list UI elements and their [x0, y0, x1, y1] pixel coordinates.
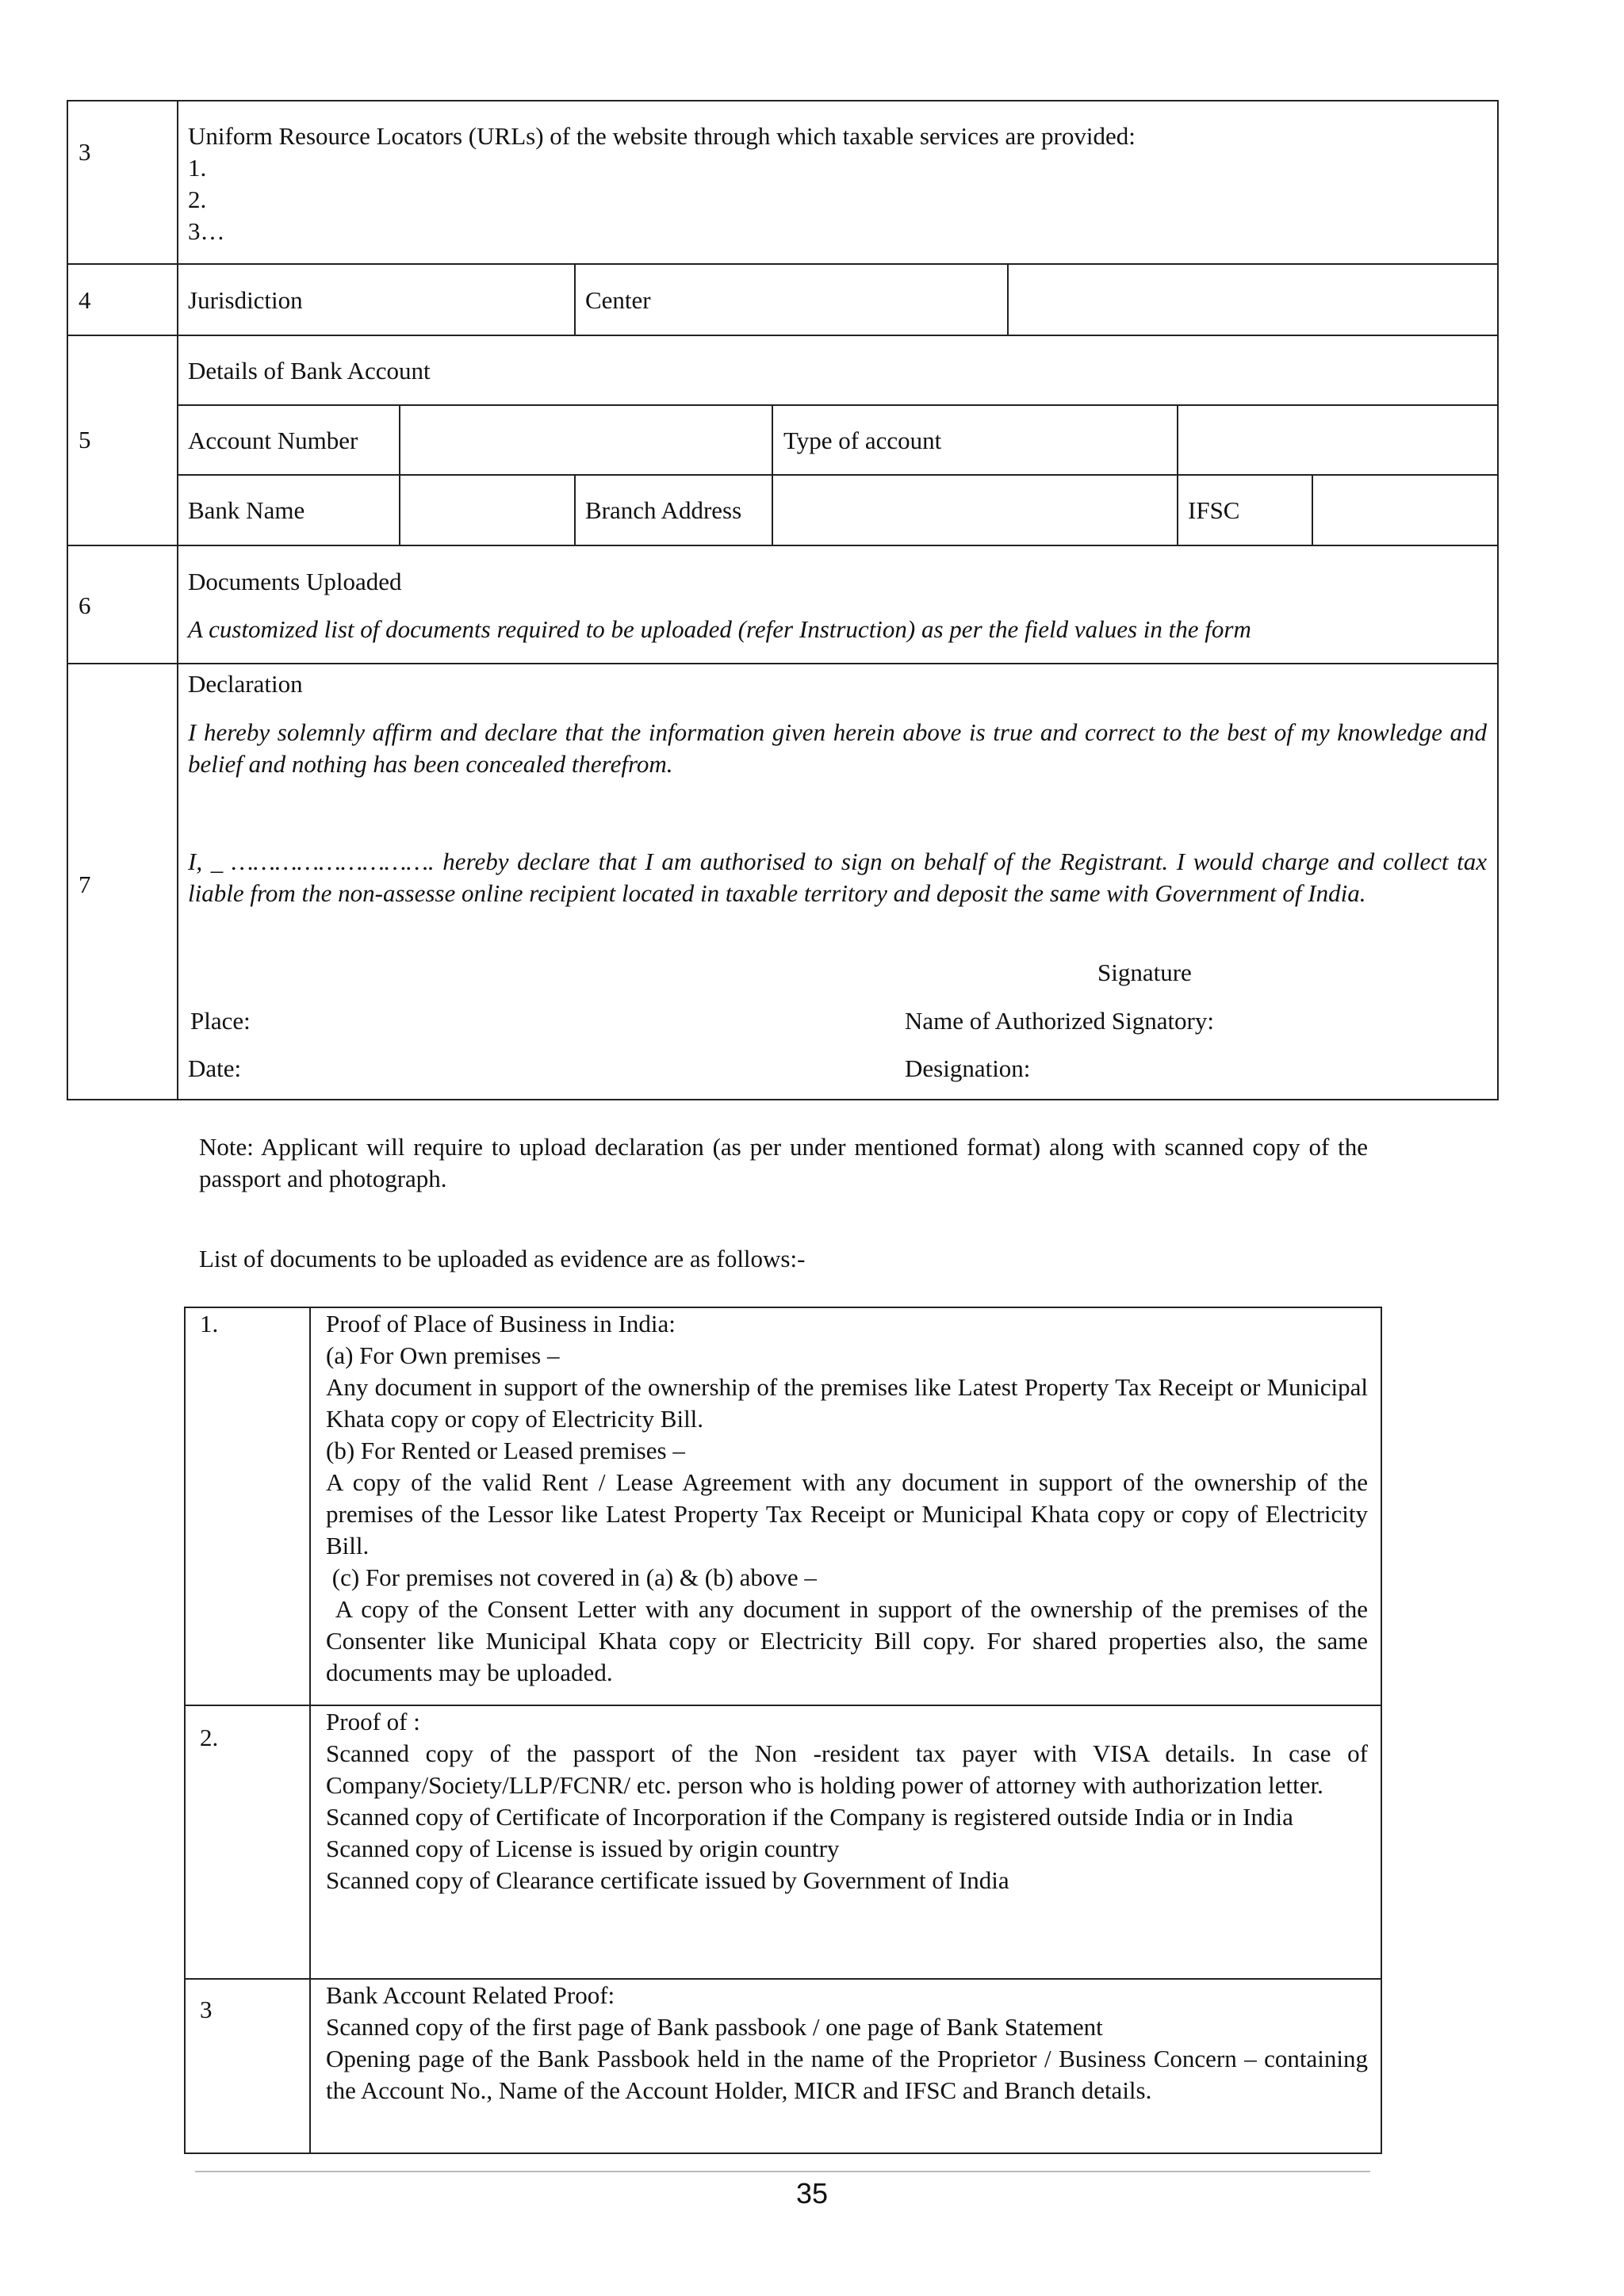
doc-row-content: [326, 1980, 1374, 2107]
doc-line: Scanned copy of Clearance certificate issued by Government of India: [326, 1866, 1009, 1894]
column-divider: [1007, 263, 1009, 335]
doc-line: Bank Account Related Proof:: [326, 1981, 615, 2009]
center-label: Center: [585, 286, 651, 314]
doc-line: Scanned copy of License is issued by origin country: [326, 1835, 840, 1862]
row-number: 7: [79, 871, 91, 898]
row-number: 5: [79, 426, 91, 453]
url-entry-1: 1.: [188, 154, 207, 182]
row-divider: [178, 474, 1499, 476]
column-divider: [1312, 474, 1313, 545]
doc-line: (c) For premises not covered in (a) & (b) above –: [326, 1563, 817, 1591]
doc-row-number: 3: [200, 1996, 213, 2023]
footer-rule: [195, 2171, 1370, 2172]
document-list-heading: List of documents to be uploaded as evidence are as follows:-: [199, 1245, 806, 1272]
jurisdiction-label: Jurisdiction: [188, 286, 303, 314]
row-divider: [67, 545, 1499, 546]
url-entry-2: 2.: [188, 186, 207, 213]
declaration-paragraph-2: I, _ ………………………. hereby declare that I am authorised to sign on behalf of the Registrant. I would charge and collect tax liable from the non-assesse online recipient located in taxable territory and deposit the same with Government of India.: [188, 848, 1487, 907]
doc-line: Proof of Place of Business in India:: [326, 1310, 676, 1337]
doc-line: Opening page of the Bank Passbook held in the name of the Proprietor / Business Concern – containing the Account No., Name of the Account Holder, MICR and IFSC and Branch details.: [326, 2045, 1374, 2104]
account-type-label: Type of account: [783, 427, 942, 454]
row-number: 4: [79, 286, 91, 314]
column-divider: [772, 404, 773, 545]
designation-label: Designation:: [905, 1054, 1031, 1082]
doc-line: A copy of the Consent Letter with any document in support of the ownership of the premises of the Consenter like Municipal Khata copy or Electricity Bill copy. For shared properties also, the same documents may be uploaded.: [326, 1595, 1374, 1686]
branch-address-label: Branch Address: [585, 496, 742, 524]
urls-label: Uniform Resource Locators (URLs) of the website through which taxable services are provided:: [188, 122, 1136, 150]
row-number: 3: [79, 138, 91, 166]
bank-account-heading: Details of Bank Account: [188, 357, 431, 385]
bank-name-label: Bank Name: [188, 496, 305, 524]
ifsc-label: IFSC: [1188, 496, 1240, 524]
upload-note: Note: Applicant will require to upload declaration (as per under mentioned format) along with scanned copy of the passport and photograph.: [199, 1133, 1368, 1192]
doc-line: Proof of :: [326, 1708, 420, 1735]
column-divider: [574, 263, 576, 335]
page-number: 35: [795, 2177, 829, 2210]
doc-line: Scanned copy of the passport of the Non -resident tax payer with VISA details. In case of Company/Society/LLP/FCNR/ etc. person who is holding power of attorney with authorization letter.: [326, 1739, 1374, 1799]
column-divider: [574, 474, 576, 545]
declaration-heading: Declaration: [188, 670, 303, 698]
row-divider: [67, 335, 1499, 336]
doc-line: A copy of the valid Rent / Lease Agreement with any document in support of the ownership of the premises of the Lessor like Latest Property Tax Receipt or Municipal Khata copy or copy of Electricity Bill.: [326, 1468, 1374, 1559]
row-divider: [67, 263, 1499, 265]
doc-line: (b) For Rented or Leased premises –: [326, 1437, 685, 1464]
doc-row-content: [326, 1706, 1374, 1896]
column-divider: [1177, 404, 1178, 545]
doc-row-content: [326, 1308, 1374, 1689]
account-number-label: Account Number: [188, 427, 358, 454]
url-entry-3: 3…: [188, 217, 225, 245]
place-label: Place:: [190, 1007, 251, 1035]
doc-row-number: 1.: [200, 1310, 219, 1337]
column-divider: [309, 1307, 311, 2154]
signature-label: Signature: [1097, 959, 1192, 986]
column-divider: [399, 404, 400, 545]
declaration-paragraph-1: I hereby solemnly affirm and declare that the information given herein above is true and correct to the best of my knowledge and belief and nothing has been concealed therefrom.: [188, 718, 1487, 778]
signatory-name-label: Name of Authorized Signatory:: [905, 1007, 1214, 1035]
documents-uploaded-heading: Documents Uploaded: [188, 568, 402, 595]
row-divider: [178, 404, 1499, 406]
documents-uploaded-note: A customized list of documents required to be uploaded (refer Instruction) as per the field values in the form: [188, 615, 1251, 643]
doc-line: Scanned copy of the first page of Bank passbook / one page of Bank Statement: [326, 2013, 1103, 2041]
date-label: Date:: [188, 1054, 242, 1082]
row-number: 6: [79, 591, 91, 619]
column-divider: [177, 100, 178, 1100]
doc-line: Any document in support of the ownership of the premises like Latest Property Tax Receipt or Municipal Khata copy or copy of Electricity Bill.: [326, 1373, 1374, 1433]
doc-line: Scanned copy of Certificate of Incorporation if the Company is registered outside India or in India: [326, 1803, 1293, 1831]
row-divider: [67, 663, 1499, 664]
doc-line: (a) For Own premises –: [326, 1341, 560, 1369]
doc-row-number: 2.: [200, 1724, 219, 1751]
application-form-table: [67, 100, 1499, 1100]
